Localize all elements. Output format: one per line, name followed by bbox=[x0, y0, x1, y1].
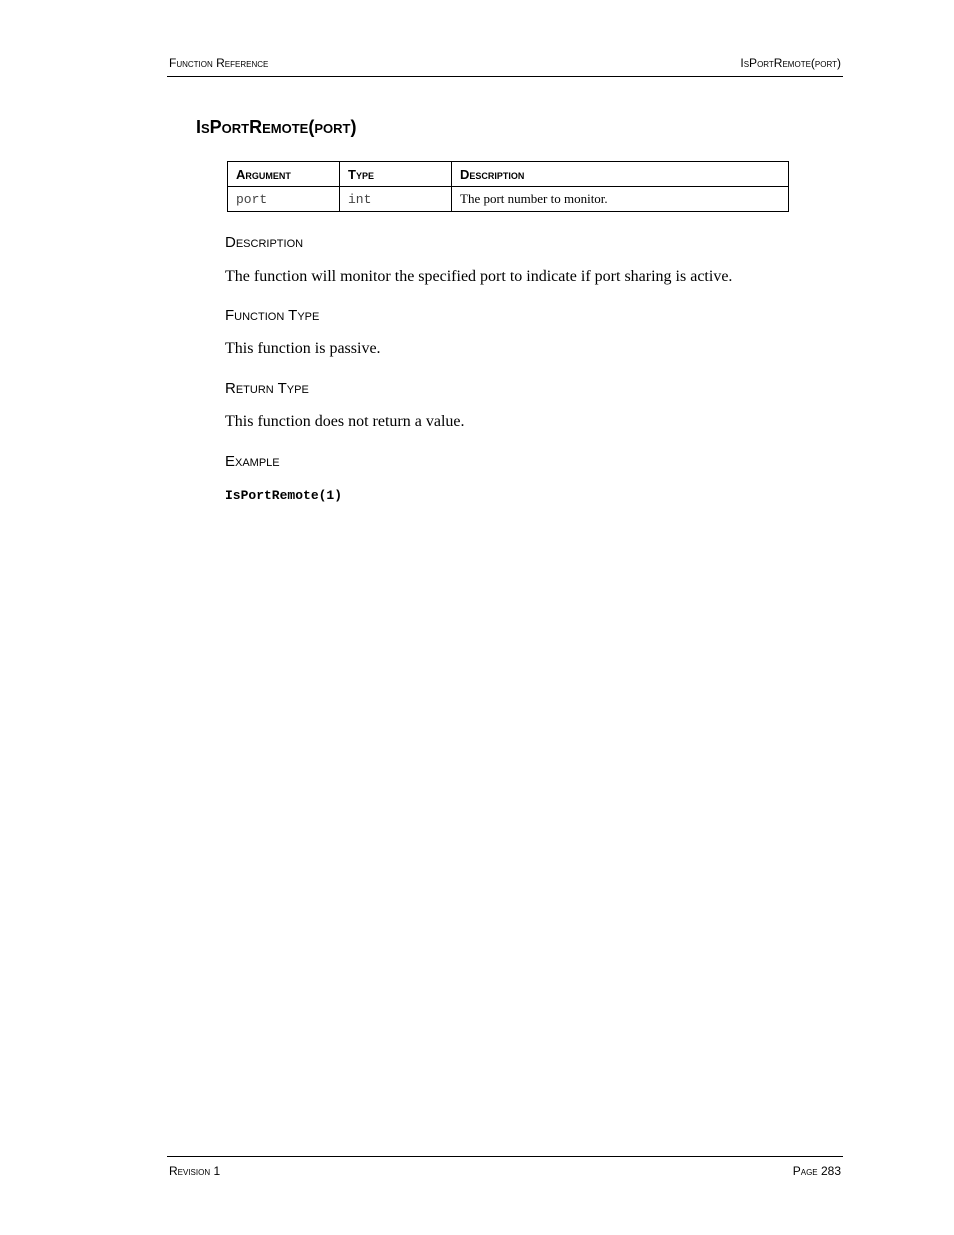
header-function-name: IsPortRemote(port) bbox=[740, 56, 841, 70]
return-type-heading: Return Type bbox=[225, 380, 309, 397]
description-text: The function will monitor the specified port to indicate if port sharing is active. bbox=[225, 268, 733, 285]
function-type-heading: Function Type bbox=[225, 307, 320, 324]
page-footer bbox=[167, 1156, 843, 1177]
function-type-text: This function is passive. bbox=[225, 340, 381, 357]
column-header-argument: Argument bbox=[228, 162, 340, 187]
argument-name-cell: port bbox=[228, 187, 340, 212]
footer-revision: Revision 1 bbox=[169, 1164, 221, 1178]
function-title: IsPortRemote(port) bbox=[196, 117, 357, 137]
column-header-description: Description bbox=[452, 162, 789, 187]
header-section-title: Function Reference bbox=[169, 56, 269, 70]
argument-description-cell: The port number to monitor. bbox=[452, 187, 789, 212]
page-header bbox=[167, 56, 843, 77]
description-heading: Description bbox=[225, 234, 304, 251]
return-type-text: This function does not return a value. bbox=[225, 413, 465, 430]
example-code: IsPortRemote(1) bbox=[225, 488, 343, 503]
column-header-type: Type bbox=[340, 162, 452, 187]
table-header-row bbox=[228, 162, 789, 187]
example-heading: Example bbox=[225, 453, 280, 470]
table-row bbox=[228, 187, 789, 212]
footer-page-number: Page 283 bbox=[792, 1164, 841, 1178]
arguments-table bbox=[227, 161, 789, 212]
argument-type-cell: int bbox=[340, 187, 452, 212]
